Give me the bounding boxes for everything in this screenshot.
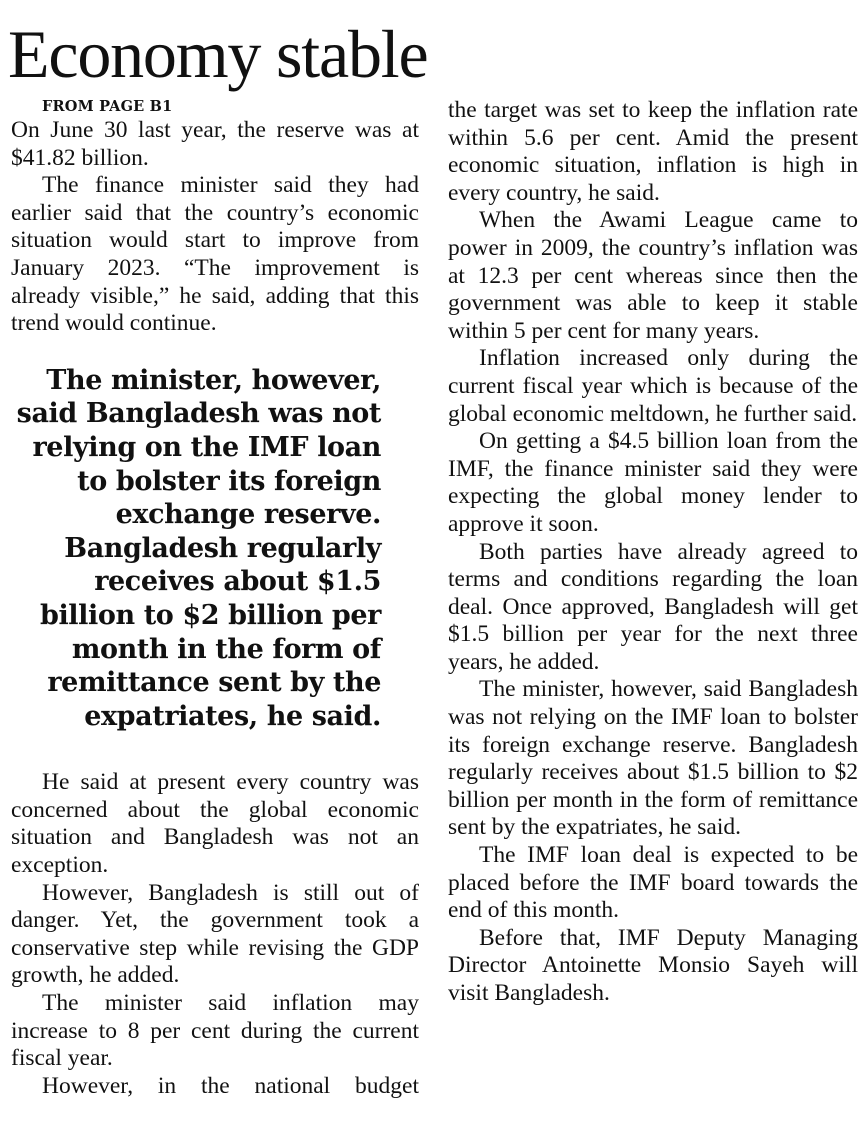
body-paragraph: Before that, IMF Deputy Managing Director Antoinette Monsio Sayeh will visit Bangladesh.	[448, 924, 858, 1006]
body-paragraph: The minister said inflation may increase to 8 per cent during the current fiscal year.	[11, 990, 419, 1072]
body-paragraph: Both parties have already agreed to terms and conditions regarding the loan deal. Once approved, Bangladesh will get $1.5 billion per year for the next three years, he added.	[448, 538, 858, 675]
body-paragraph: On getting a $4.5 billion loan from the IMF, the finance minister said they were expecting the global money lender to approve it soon.	[448, 428, 858, 537]
headline: Economy stable	[8, 16, 428, 92]
jump-line: FROM PAGE B1	[42, 98, 173, 115]
body-paragraph: The finance minister said they had earlier said that the country’s economic situation would start to improve from January 2023. “The improvement is already visible,” he said, adding that this trend would continue.	[11, 172, 419, 337]
body-paragraph: The IMF loan deal is expected to be placed before the IMF board towards the end of this month.	[448, 842, 858, 924]
body-paragraph: When the Awami League came to power in 2009, the country’s inflation was at 12.3 per cent whereas since then the government was able to keep it stable within 5 per cent for many years.	[448, 207, 858, 344]
continued-paragraph: the target was set to keep the inflation rate within 5.6 per cent. Amid the present economic situation, inflation is high in every country, he said.	[448, 97, 858, 206]
body-paragraph: He said at present every country was concerned about the global economic situation and Bangladesh was not an exception.	[11, 769, 419, 879]
intro-paragraph: On June 30 last year, the reserve was at $41.82 billion.	[11, 117, 419, 171]
body-paragraph: The minister, however, said Bangladesh was not relying on the IMF loan to bolster its foreign exchange reserve. Bangladesh regularly receives about $1.5 billion to $2 billion per month in the form of remittance sent by the expatriates, he said.	[448, 676, 858, 841]
pull-quote: The minister, however, said Bangladesh was not relying on the IMF loan to bolster its foreign exchange reserve. Bangladesh regularly receives about $1.5 billion to $2 billion per month in the form of remittance sent by the expatriates, he said.	[16, 364, 381, 732]
right-column	[448, 97, 858, 1008]
body-paragraph: However, Bangladesh is still out of danger. Yet, the government took a conservative step while revising the GDP growth, he added.	[11, 879, 419, 989]
left-column	[11, 97, 419, 1100]
body-paragraph: Inflation increased only during the current fiscal year which is because of the global economic meltdown, he further said.	[448, 345, 858, 427]
body-paragraph: However, in the national budget	[42, 1072, 419, 1099]
